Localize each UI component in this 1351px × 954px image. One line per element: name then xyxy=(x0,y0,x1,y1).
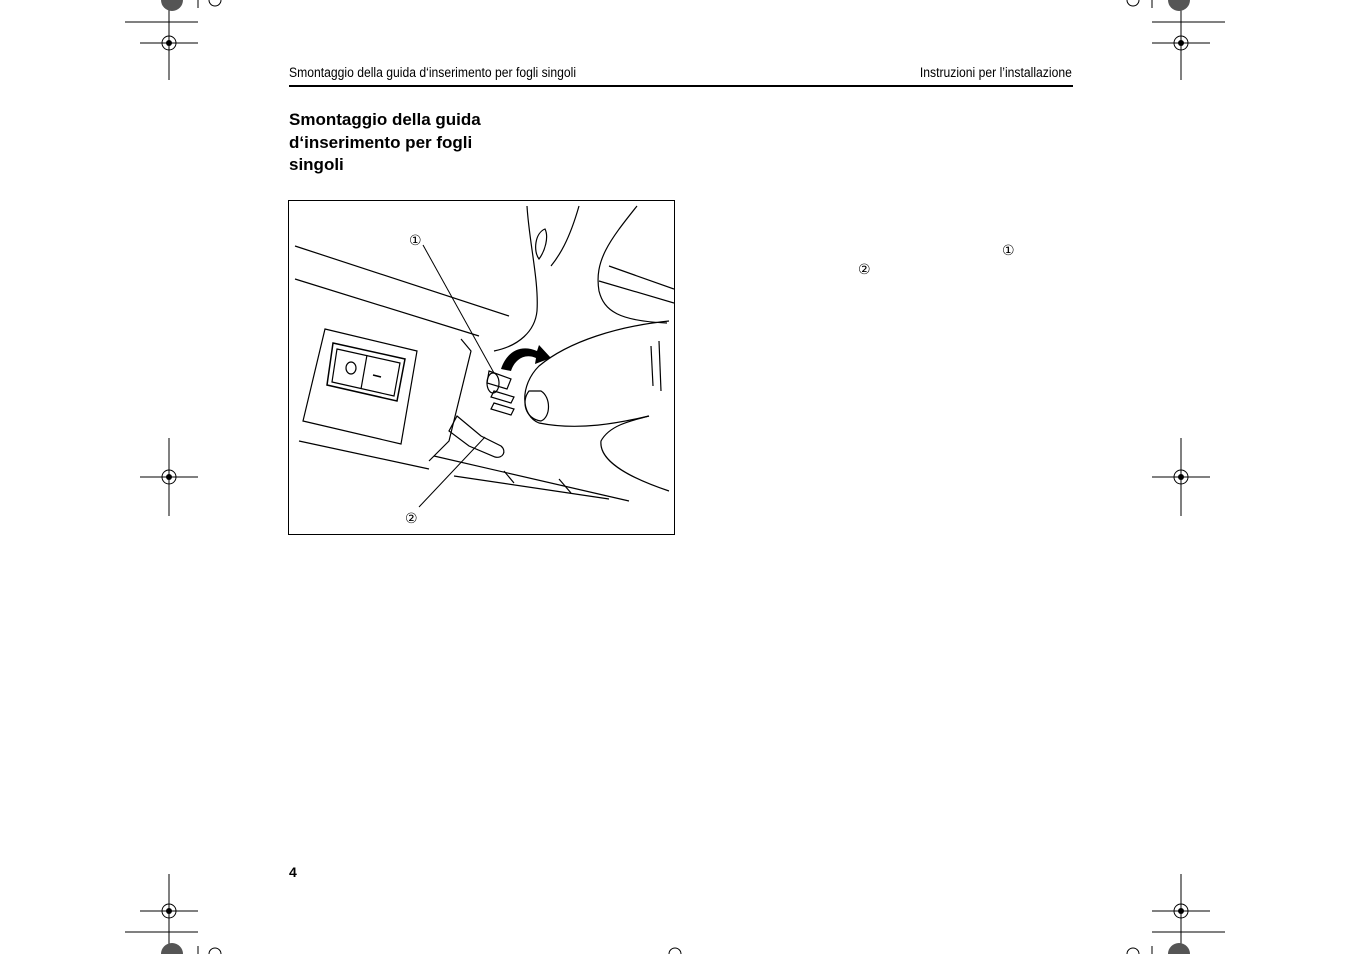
power-switch-outline xyxy=(327,343,405,401)
text-ref-1: ① xyxy=(1002,243,1015,259)
printer-edge-line xyxy=(559,479,571,493)
hand-crease xyxy=(651,346,653,386)
registration-target-icon xyxy=(1127,0,1139,6)
release-lever-rib xyxy=(491,403,514,415)
section-title-line-1: Smontaggio della guida xyxy=(289,110,481,129)
illustration-figure xyxy=(288,200,675,535)
registration-target-icon xyxy=(1174,36,1188,50)
registration-target-icon xyxy=(162,904,176,918)
printer-edge-line xyxy=(434,456,629,501)
color-bar-icon xyxy=(161,943,183,954)
figure-callout-2: ② xyxy=(405,511,418,527)
thumb-nail xyxy=(525,391,549,421)
text-ref-2: ② xyxy=(858,262,871,278)
callout-2-leader xyxy=(419,437,485,507)
color-bar-icon xyxy=(1168,0,1190,11)
running-header-left: Smontaggio della guida d‘inserimento per fogli singoli xyxy=(289,65,577,80)
hand-crease xyxy=(659,341,661,391)
callout-1-leader xyxy=(423,245,494,373)
finger-top xyxy=(551,206,579,266)
finger-top xyxy=(494,206,537,351)
guide-tab xyxy=(449,416,504,457)
section-title xyxy=(289,109,549,177)
registration-target-icon xyxy=(1174,470,1188,484)
section-title-line-3: singoli xyxy=(289,155,344,174)
printer-edge-line xyxy=(454,476,609,499)
finger-nail xyxy=(536,229,547,259)
color-bar-icon xyxy=(161,0,183,11)
curved-arrow-icon xyxy=(501,345,551,371)
page-number: 4 xyxy=(289,864,297,880)
hand-outline xyxy=(598,206,667,323)
header-rule xyxy=(289,85,1073,87)
printer-edge-line xyxy=(295,246,509,316)
color-bar-icon xyxy=(1168,943,1190,954)
printer-edge-line xyxy=(599,281,674,303)
registration-target-icon xyxy=(209,948,221,954)
figure-callout-1: ① xyxy=(409,233,422,249)
printer-edge-line xyxy=(299,441,429,469)
registration-target-icon xyxy=(162,36,176,50)
hand-lower xyxy=(601,416,669,491)
registration-target-icon xyxy=(209,0,221,6)
switch-divider xyxy=(361,355,367,389)
registration-target-icon xyxy=(669,948,681,954)
printer-edge-line xyxy=(609,266,674,289)
registration-target-icon xyxy=(1174,904,1188,918)
thumb-outline xyxy=(525,321,669,426)
registration-target-icon xyxy=(162,470,176,484)
switch-off-glyph xyxy=(346,362,356,374)
printer-edge-line xyxy=(295,279,479,336)
section-title-line-2: d‘inserimento per fogli xyxy=(289,132,473,152)
switch-on-glyph xyxy=(373,375,381,377)
registration-target-icon xyxy=(1127,948,1139,954)
printer-illustration xyxy=(289,201,674,534)
running-header-right: Instruzioni per l’installazione xyxy=(920,65,1072,80)
